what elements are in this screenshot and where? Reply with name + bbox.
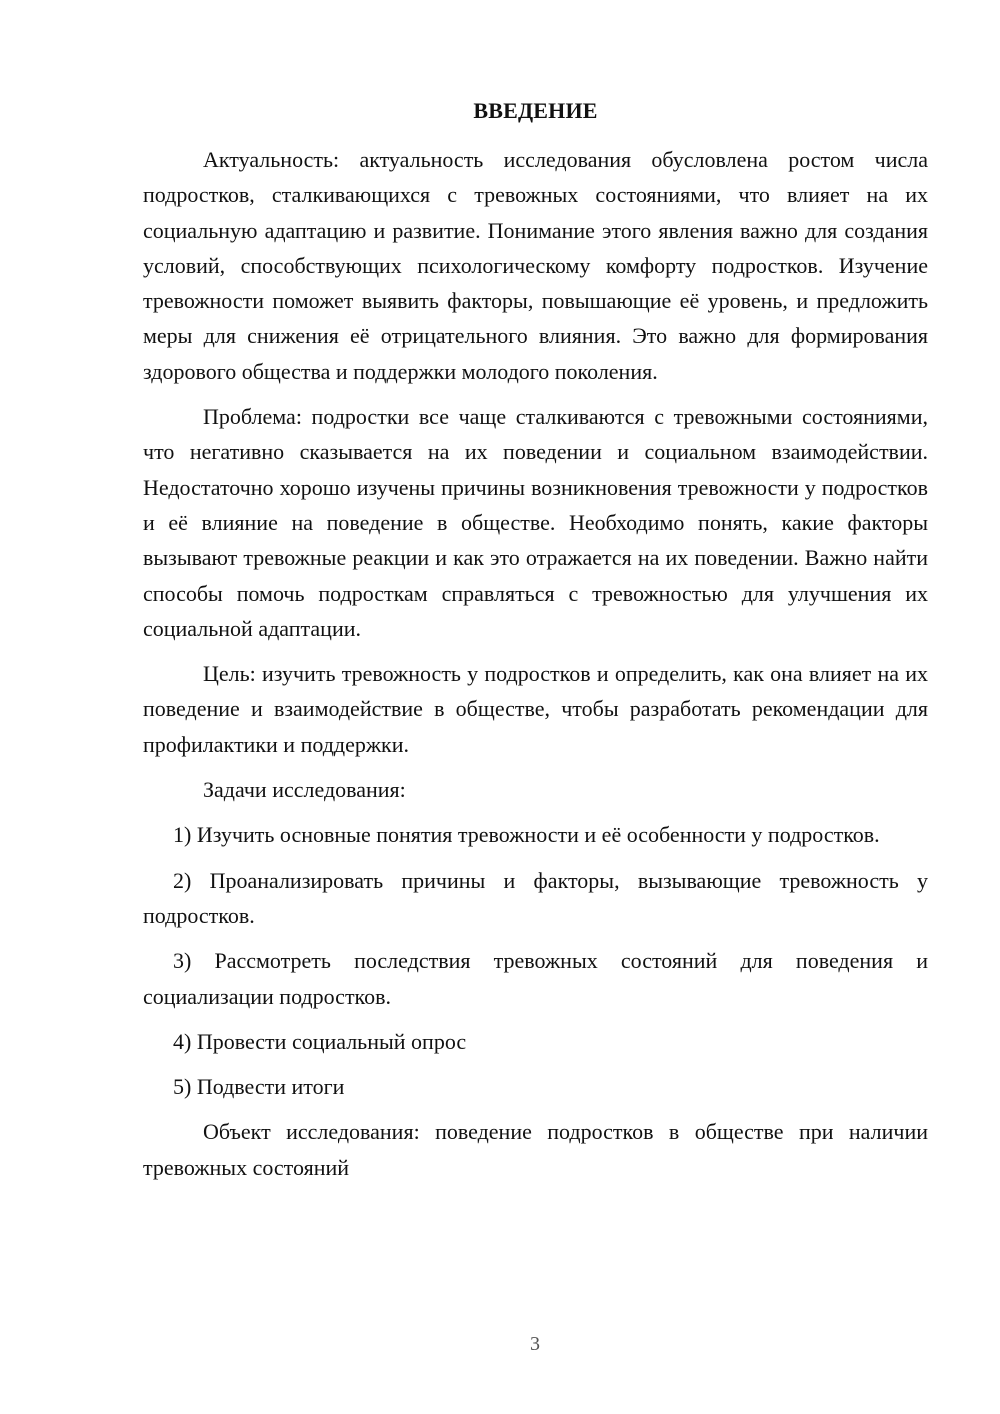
object-paragraph: Объект исследования: поведение подростков в обществе при наличии тревожных состояний [143, 1119, 928, 1180]
document-body [143, 93, 928, 1195]
task-item-4: 4) Провести социальный опрос [173, 1028, 467, 1054]
relevance-paragraph: Актуальность: актуальность исследования обусловлена ростом числа подростков, сталкивающихся с тревожных состояниями, что влияет на их социальную адаптацию и развитие. Понимание этого явления важно для создания условий, способствующих психологическому комфорту подростков. Изучение тревожности поможет выявить факторы, повышающие её уровень, и предложить меры для снижения её отрицательного влияния. Это важно для формирования здорового общества и поддержки молодого поколения. [143, 147, 928, 384]
problem-paragraph: Проблема: подростки все чаще сталкиваются с тревожными состояниями, что негативно сказывается на их поведении и социальном взаимодействии. Недостаточно хорошо изучены причины возникновения тревожности у подростков и её влияние на поведение в обществе. Необходимо понять, какие факторы вызывают тревожные реакции и как это отражается на их поведении. Важно найти способы помочь подросткам справляться с тревожностью для улучшения их социальной адаптации. [143, 404, 928, 641]
task-item-2: 2) Проанализировать причины и факторы, вызывающие тревожность у подростков. [143, 867, 928, 928]
goal-paragraph: Цель: изучить тревожность у подростков и определить, как она влияет на их поведение и взаимодействие в обществе, чтобы разработать рекомендации для профилактики и поддержки. [143, 661, 928, 757]
task-item-1: 1) Изучить основные понятия тревожности и её особенности у подростков. [173, 822, 880, 848]
task-item-5: 5) Подвести итоги [173, 1074, 345, 1100]
tasks-heading: Задачи исследования: [203, 777, 406, 803]
page-number: 3 [530, 1333, 540, 1355]
task-item-3: 3) Рассмотреть последствия тревожных состояний для поведения и социализации подростков. [143, 948, 928, 1009]
section-heading: ВВЕДЕНИЕ [473, 98, 598, 123]
